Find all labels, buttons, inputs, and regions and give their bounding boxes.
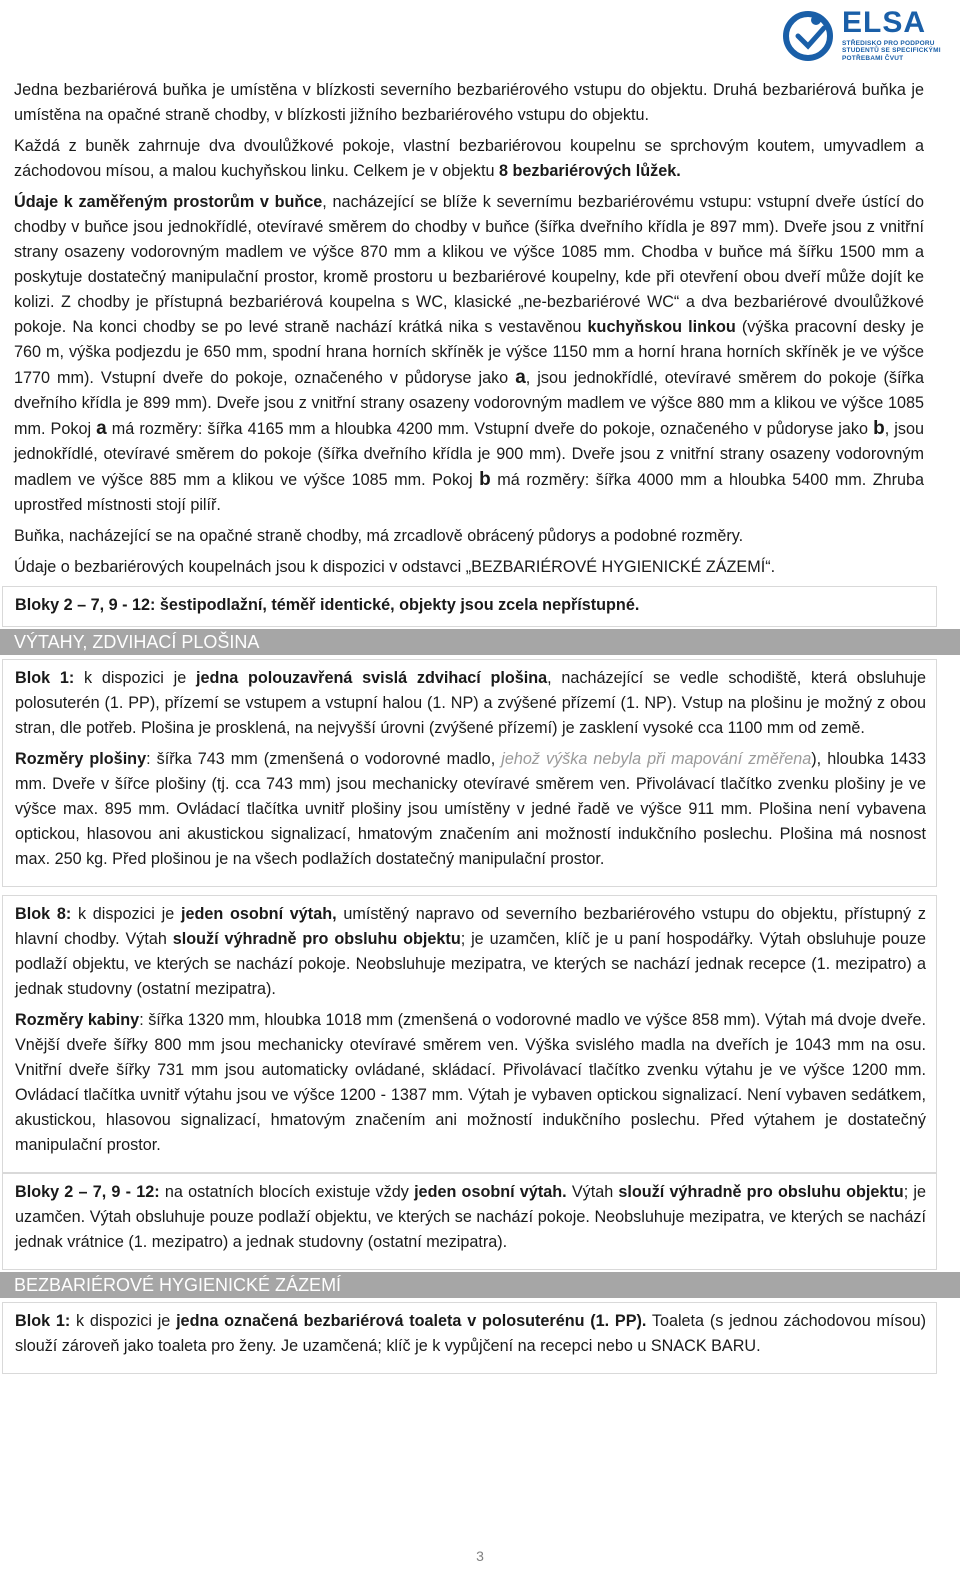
section-heading-hygiene: BEZBARIÉROVÉ HYGIENICKÉ ZÁZEMÍ — [0, 1272, 960, 1298]
elsa-logo-icon — [780, 6, 838, 64]
paragraph-cells-content: Každá z buněk zahrnuje dva dvoulůžkové pokoje, vlastní bezbariérovou koupelnu se sprchovým koutem, umyvadlem a záchodovou mísou, a malou kuchyňskou linku. Celkem je v objektu 8 bezbariérových lůžek. — [14, 137, 924, 180]
paragraph-bathroom-ref: Údaje o bezbariérových koupelnách jsou k dispozici v odstavci „BEZBARIÉROVÉ HYGIENICKÉ ZÁZEMÍ“. — [14, 558, 776, 576]
logo-sub-2: STUDENTŮ SE SPECIFICKÝMI — [842, 47, 941, 55]
logo-sub-3: POTŘEBAMI ČVUT — [842, 54, 904, 62]
blocks-note: Bloky 2 – 7, 9 - 12: šestipodlažní, téměř identické, objekty jsou zcela nepřístupné. — [15, 596, 640, 614]
lift-block1: Blok 1: k dispozici je jedna polouzavřená svislá zdvihací plošina, nacházející se vedle schodiště, která obsluhuje polosuterén (1. PP), přízemí se vstupem a vstupní halou (1. NP) a zvýšené přízemí (1. NP). Vstup na plošinu je možný z obou stran, dle potřeb. Plošina je prosklená, na nejvyšší úrovni (zvýšené přízemí) je zasklení vysoké cca 1100 mm od země. — [15, 669, 926, 737]
hygiene-block1: Blok 1: k dispozici je jedna označená bezbariérová toaleta v polosuterénu (1. PP). Toaleta (s jednou záchodovou mísou) slouží zároveň jako toaleta pro ženy. Je uzamčená; klíč je k vypůjčení na recepci nebo u SNACK BARU. — [15, 1312, 926, 1355]
section-heading-lifts: VÝTAHY, ZDVIHACÍ PLOŠINA — [0, 629, 960, 655]
elsa-logo — [780, 6, 940, 68]
logo-word: ELSA — [842, 6, 927, 39]
logo-sub-1: STŘEDISKO PRO PODPORU — [842, 40, 935, 47]
lift-block1-box — [2, 659, 937, 887]
paragraph-cells-location: Jedna bezbariérová buňka je umístěna v blízkosti severního bezbariérového vstupu do objektu. Druhá bezbariérová buňka je umístěna na opačné straně chodby, v blízkosti jižního bezbariérového vstupu do objektu. — [14, 81, 924, 124]
lift-other-blocks: Bloky 2 – 7, 9 - 12: na ostatních blocích existuje vždy jeden osobní výtah. Výtah slouží výhradně pro obsluhu objektu; je uzamčen. Výtah obsluhuje pouze podlaží objektu, ve kterých se nachází pokoje. Neobsluhuje mezipatra, ve kterých se nachází jednak vrátnice (1. mezipatro) a jednak studovny (ostatní mezipatra). — [15, 1183, 926, 1251]
hygiene-block1-box — [2, 1302, 937, 1374]
paragraph-cell-details: Údaje k zaměřeným prostorům v buňce, nacházející se blíže k severnímu bezbariérovému vstupu: vstupní dveře ústící do chodby v buňce jsou jednokřídlé, otevíravé směrem do chodby v buňce (šířka dveřního křídla je 897 mm). Dveře jsou z vnitřní strany osazeny vodorovným madlem ve výšce 870 mm a klikou ve výšce 1085 mm. Chodba v buňce má šířku 1500 mm a poskytuje dostatečný manipulační prostor, kromě prostoru u bezbariérové koupelny, kde při otevření obou dveří může dojít ke kolizi. Z chodby je přístupná bezbariérová koupelna s WC, klasické „ne-bezbariérové WC“ a dva bezbariérové dvoulůžkové pokoje. Na konci chodby se po levé straně nachází krátká nika s vestavěnou kuchyňskou linkou (výška pracovní desky je 760 m, výška podjezdu je 650 mm, spodní hrana horních skříněk je výšce 1150 mm a horní hrana horních skříněk je ve výšce 1770 mm). Vstupní dveře do pokoje, označeného v půdoryse jako a, jsou jednokřídlé, otevíravé směrem do pokoje (šířka dveřního křídla je 899 mm). Dveře jsou z vnitřní strany osazeny vodorovným madlem ve výšce 880 mm a klikou ve výšce 1085 mm. Pokoj a má rozměry: šířka 4165 mm a hloubka 4200 mm. Vstupní dveře do pokoje, označeného v půdoryse jako b, jsou jednokřídlé, otevíravé směrem do pokoje (šířka dveřního křídla je 900 mm). Dveře jsou z vnitřní strany osazeny vodorovným madlem ve výšce 885 mm a klikou ve výšce 1085 mm. Pokoj b má rozměry: šířka 4000 mm a hloubka 5400 mm. Zhruba uprostřed místnosti stojí pilíř. — [14, 193, 925, 514]
lift-block8-box — [2, 895, 937, 1173]
lift-block1-dimensions: Rozměry plošiny: šířka 743 mm (zmenšená o vodorovné madlo, jehož výška nebyla při mapování změřena), hloubka 1433 mm. Dveře v šířce plošiny (tj. cca 743 mm) jsou mechanicky otevíravé směrem ven. Přivolávací tlačítko zvenku plošiny je ve výšce max. 895 mm. Ovládací tlačítka uvnitř plošiny jsou umístěny v jedné řadě ve výšce 911 mm. Plošina není vybavena optickou, hlasovou ani akustickou signalizací, hmatovým značením ani možností indukčního poslechu. Plošina má nosnost max. 250 kg. Před plošinou je na všech podlažích dostatečný manipulační prostor. — [15, 750, 926, 868]
lift-block8-dimensions: Rozměry kabiny: šířka 1320 mm, hloubka 1018 mm (zmenšená o vodorovné madlo ve výšce 858 mm). Výtah má dvoje dveře. Vnější dveře šířky 800 mm jsou mechanicky otevíravé směrem ven. Výška svislého madla na dveřích je 1043 mm na osu. Vnitřní dveře šířky 731 mm jsou automaticky ovládané, skládací. Přivolávací tlačítko zvenku výtahu je ve výšce 1200 mm. Ovládací tlačítka uvnitř výtahu jsou ve výšce 1200 - 1387 mm. Výtah je vybaven optickou signalizací. Není vybaven sedátkem, akustickou, hlasovou signalizací, hmatovým značením ani možností indukčního poslechu. Před výtahem je dostatečný manipulační prostor. — [15, 1011, 927, 1154]
document-body — [14, 78, 927, 1374]
lift-block8: Blok 8: k dispozici je jeden osobní výtah, umístěný napravo od severního bezbariérového vstupu do objektu, přístupný z hlavní chodby. Výtah slouží výhradně pro obsluhu objektu; je uzamčen, klíč je u paní hospodářky. Výtah obsluhuje pouze podlaží objektu, ve kterých se nachází pokoje. Neobsluhuje mezipatra, ve kterých se nachází jednak recepce (1. mezipatro) a jednak studovny (ostatní mezipatra). — [15, 905, 926, 998]
blocks-note-box — [2, 586, 937, 627]
lift-other-box — [2, 1173, 937, 1270]
page-number: 3 — [476, 1548, 484, 1564]
paragraph-mirror-cell: Buňka, nacházející se na opačné straně chodby, má zrcadlově obrácený půdorys a podobné rozměry. — [14, 527, 744, 545]
